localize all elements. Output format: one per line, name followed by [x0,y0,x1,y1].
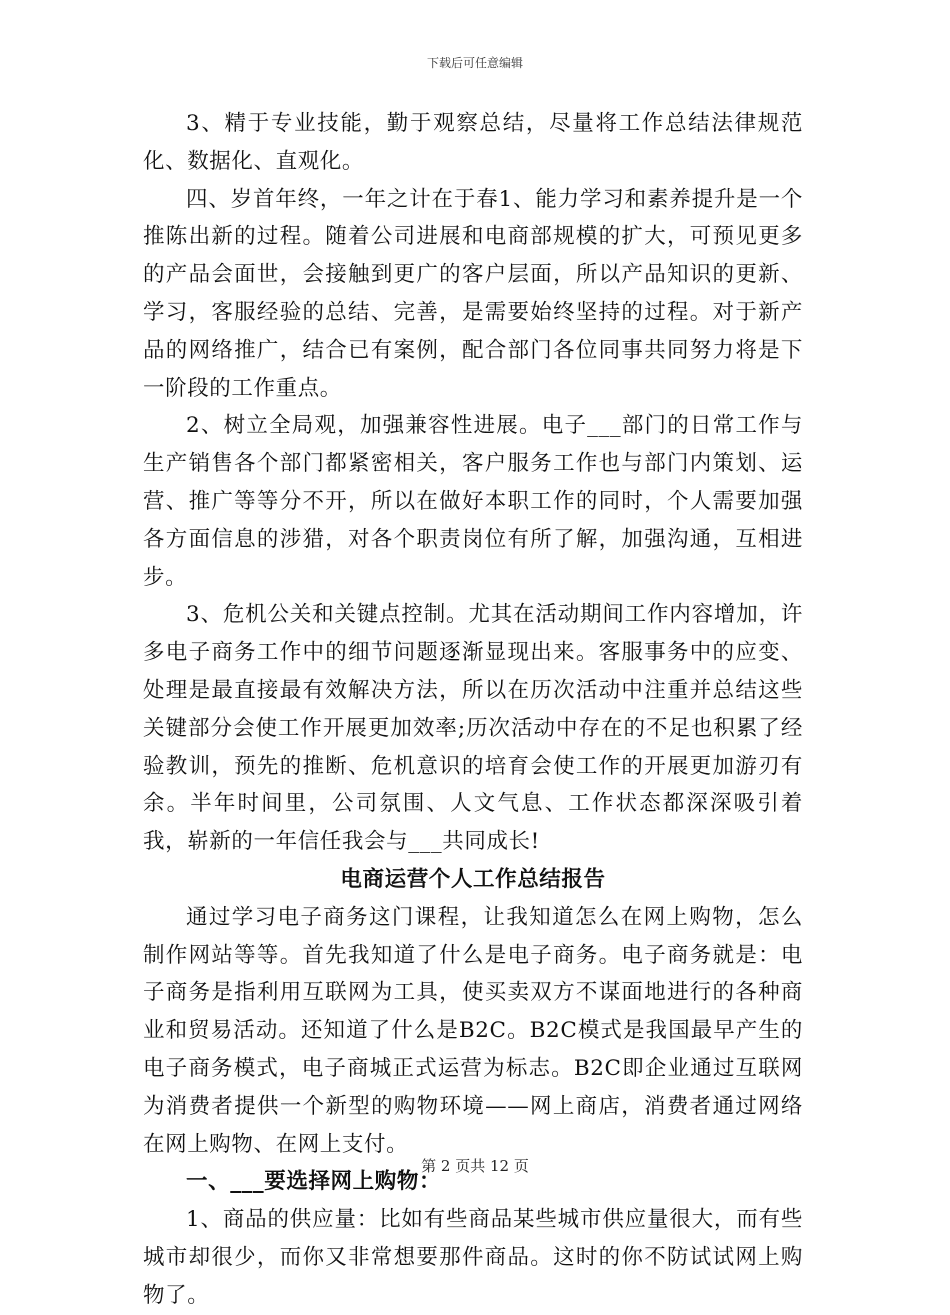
document-body [143,105,803,1315]
paragraph: 通过学习电子商务这门课程，让我知道怎么在网上购物，怎么制作网站等等。首先我知道了什么是电子商务。电子商务就是：电子商务是指利用互联网为工具，使买卖双方不谋面地进行的各种商业和贸易活动。还知道了什么是B2C。B2C模式是我国最早产生的电子商务模式，电子商城正式运营为标志。B2C即企业通过互联网为消费者提供一个新型的购物环境——网上商店，消费者通过网络在网上购物、在网上支付。 [143,904,803,1157]
paragraph: 3、精于专业技能，勤于观察总结，尽量将工作总结法律规范化、数据化、直观化。 [143,111,803,174]
subheading: 一、___要选择网上购物： [186,1169,442,1195]
paragraph: 3、危机公关和关键点控制。尤其在活动期间工作内容增加，许多电子商务工作中的细节问题逐渐显现出来。客服事务中的应变、处理是最直接最有效解决方法，所以在历次活动中注重并总结这些关键部分会使工作开展更加效率;历次活动中存在的不足也积累了经验教训，预先的推断、危机意识的培育会使工作的开展更加游刃有余。半年时间里，公司氛围、人文气息、工作状态都深深吸引着我，崭新的一年信任我会与___共同成长! [143,602,803,855]
paragraph: 2、树立全局观，加强兼容性进展。电子___部门的日常工作与生产销售各个部门都紧密相关，客户服务工作也与部门内策划、运营、推广等等分不开，所以在做好本职工作的同时，个人需要加强各方面信息的涉猎，对各个职责岗位有所了解，加强沟通，互相进步。 [143,413,803,590]
paragraph: 四、岁首年终，一年之计在于春1、能力学习和素养提升是一个推陈出新的过程。随着公司进展和电商部规模的扩大，可预见更多的产品会面世，会接触到更广的客户层面，所以产品知识的更新、学习，客服经验的总结、完善，是需要始终坚持的过程。对于新产品的网络推广，结合已有案例，配合部门各位同事共同努力将是下一阶段的工作重点。 [143,186,803,401]
page-footer: 第 2 页共 12 页 [421,1157,529,1175]
section-title: 电商运营个人工作总结报告 [340,866,606,892]
page-header: 下载后可任意编辑 [426,56,523,70]
paragraph: 1、商品的供应量：比如有些商品某些城市供应量很大，而有些城市却很少，而你又非常想要那件商品。这时的你不防试试网上购物了。 [143,1207,803,1308]
